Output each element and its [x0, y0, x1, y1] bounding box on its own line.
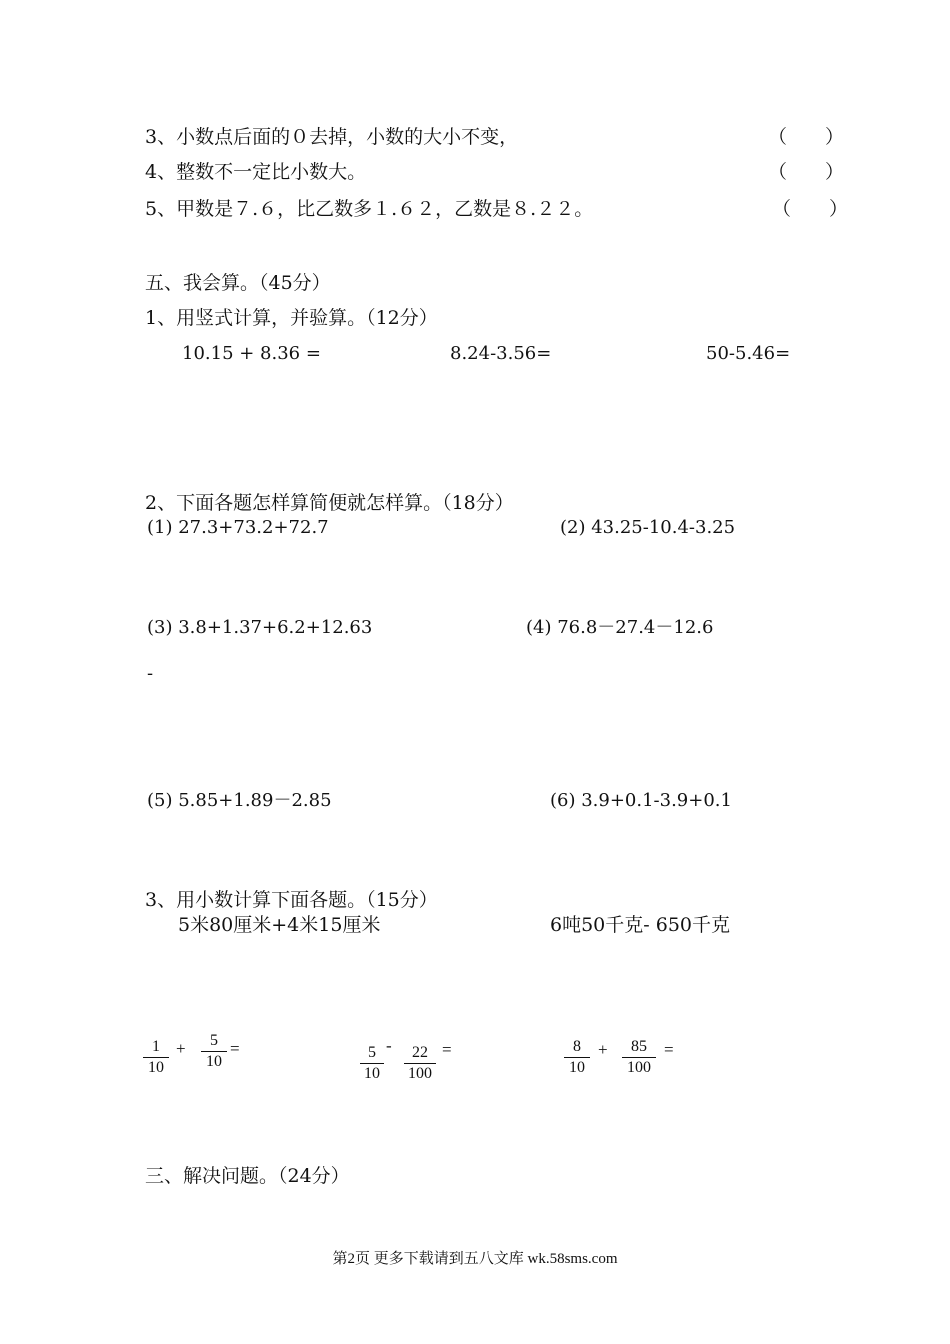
q2-item-3: (3) 3.8+1.37+6.2+12.63: [147, 617, 373, 638]
q3-item-2: 6吨50千克- 650千克: [550, 914, 730, 936]
fraction-bar: [564, 1057, 590, 1058]
answer-paren-3: （ ）: [768, 126, 845, 148]
q2-item-1: (1) 27.3+73.2+72.7: [147, 517, 329, 538]
section-3-title: 三、解决问题。（24分）: [145, 1165, 350, 1187]
denominator: 10: [206, 1053, 222, 1070]
numerator: 8: [573, 1038, 581, 1055]
denominator: 100: [408, 1065, 432, 1082]
judge-item-5: 5、甲数是７.６，比乙数多１.６２，乙数是８.２２。: [145, 198, 594, 220]
fraction-bar: [360, 1063, 384, 1064]
numerator: 22: [412, 1044, 428, 1061]
fraction-1a: [143, 1038, 169, 1077]
numerator: 85: [631, 1038, 647, 1055]
q2-title: 2、下面各题怎样算简便就怎样算。（18分）: [145, 492, 514, 514]
q1-title: 1、用竖式计算，并验算。（12分）: [145, 307, 438, 329]
numerator: 5: [210, 1032, 218, 1049]
answer-paren-5: （ ）: [772, 198, 849, 220]
fraction-3b: [622, 1038, 656, 1077]
fraction-bar: [622, 1057, 656, 1058]
q1-item-2: 8.24-3.56=: [450, 343, 552, 364]
denominator: 10: [364, 1065, 380, 1082]
judge-item-3: 3、小数点后面的０去掉，小数的大小不变，: [145, 126, 519, 148]
operator: -: [386, 1036, 392, 1055]
denominator: 10: [569, 1059, 585, 1076]
denominator: 100: [627, 1059, 651, 1076]
fraction-1b: [201, 1032, 227, 1071]
operator: +: [598, 1040, 608, 1059]
q2-item-5: (5) 5.85+1.89－2.85: [147, 790, 332, 811]
answer-paren-4: （ ）: [768, 161, 845, 183]
fraction-bar: [143, 1057, 169, 1058]
stray-dash: -: [147, 663, 154, 684]
numerator: 5: [368, 1044, 376, 1061]
q1-item-3: 50-5.46=: [706, 343, 791, 364]
operator: +: [176, 1039, 186, 1058]
q2-item-6: (6) 3.9+0.1-3.9+0.1: [550, 790, 732, 811]
equals-sign: =: [230, 1039, 240, 1058]
fraction-2a: [360, 1044, 384, 1083]
page-footer: 第2页 更多下载请到五八文库 wk.58sms.com: [332, 1251, 618, 1267]
denominator: 10: [148, 1059, 164, 1076]
section-5-title: 五、我会算。（45分）: [145, 272, 331, 294]
numerator: 1: [152, 1038, 160, 1055]
fraction-bar: [201, 1051, 227, 1052]
q1-item-1: 10.15 + 8.36 =: [182, 343, 321, 364]
q3-title: 3、用小数计算下面各题。（15分）: [145, 889, 438, 911]
equals-sign: =: [664, 1040, 674, 1059]
fraction-3a: [564, 1038, 590, 1077]
fraction-bar: [404, 1063, 436, 1064]
q2-item-2: (2) 43.25-10.4-3.25: [560, 517, 736, 538]
fraction-2b: [404, 1044, 436, 1083]
q2-item-4: (4) 76.8－27.4－12.6: [526, 617, 714, 638]
equals-sign: =: [442, 1040, 452, 1059]
q3-item-1: 5米80厘米+4米15厘米: [178, 914, 381, 936]
judge-item-4: 4、整数不一定比小数大。: [145, 161, 367, 183]
